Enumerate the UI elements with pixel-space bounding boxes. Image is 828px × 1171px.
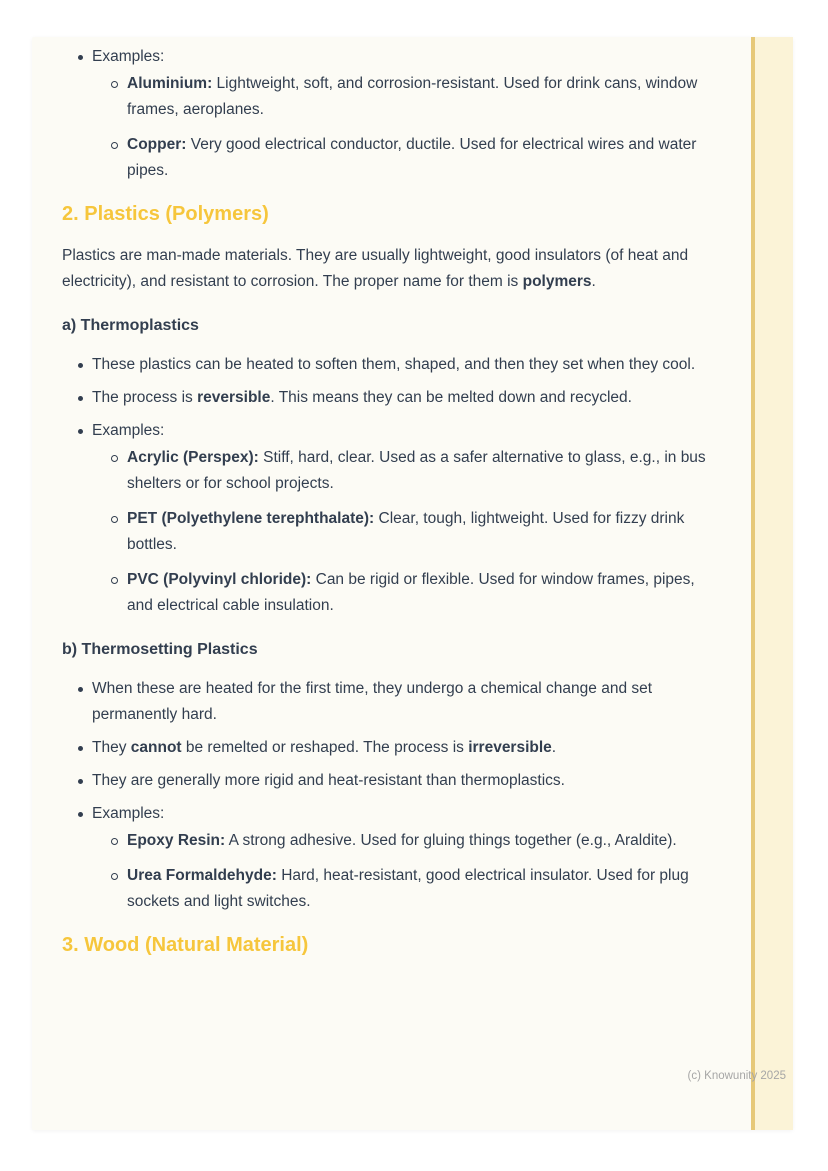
bullet-dot-icon (78, 746, 83, 751)
paragraph (62, 243, 718, 295)
bullet-list (62, 44, 718, 184)
bullet-list (62, 352, 718, 619)
list-item-text (92, 48, 164, 65)
section-heading: 2. Plastics (Polymers) (62, 203, 269, 225)
text-run: These plastics can be heated to soften them, shaped, and then they set when they cool. (92, 356, 696, 373)
bullet-dot-icon (78, 687, 83, 692)
text-run: . (551, 739, 557, 756)
bold-text: Acrylic (Perspex): (127, 449, 259, 466)
list-item-text (92, 805, 164, 822)
list-item-text (127, 75, 697, 118)
text-run: Hard, heat-resistant, good electrical insulator. Used for plug sockets and light switches. (127, 867, 689, 910)
bold-text: Aluminium: (127, 75, 213, 92)
copyright-watermark: (c) Knowunity 2025 (687, 1070, 786, 1082)
bullet-list (62, 676, 718, 915)
bold-text: reversible (197, 389, 271, 406)
bullet-dot-icon (78, 812, 83, 817)
list-item (62, 863, 718, 915)
list-item-text (127, 571, 695, 614)
list-item-text (92, 389, 632, 406)
bullet-circle-icon (111, 455, 118, 462)
bullet-circle-icon (111, 81, 118, 88)
bullet-circle-icon (111, 577, 118, 584)
text-run: . (591, 273, 596, 290)
list-item (62, 385, 718, 411)
text-run: Clear, tough, lightweight. Used for fizzy drink bottles. (127, 510, 685, 553)
list-item-text (92, 680, 652, 723)
bullet-dot-icon (78, 779, 83, 784)
list-item (62, 828, 718, 854)
text-run: Examples: (92, 48, 165, 65)
text-run: Very good electrical conductor, ductile. Used for electrical wires and water pipes. (127, 136, 697, 179)
text-run: Examples: (92, 805, 165, 822)
list-item (62, 352, 718, 378)
list-item-text (127, 832, 677, 849)
bullet-circle-icon (111, 516, 118, 523)
bullet-dot-icon (78, 396, 83, 401)
list-item (62, 132, 718, 184)
bold-text: Urea Formaldehyde: (127, 867, 277, 884)
list-item (62, 801, 718, 827)
list-item-text (92, 772, 565, 789)
subsection-heading: b) Thermosetting Plastics (62, 641, 258, 658)
document-page (32, 37, 793, 1130)
list-item (62, 71, 718, 123)
text-run: be remelted or reshaped. The process is (181, 739, 469, 756)
text-run: . This means they can be melted down and recycled. (270, 389, 632, 406)
bullet-dot-icon (78, 55, 83, 60)
list-item (62, 735, 718, 761)
text-run: Lightweight, soft, and corrosion-resistant. Used for drink cans, window frames, aeroplanes. (127, 75, 698, 118)
page-edge-stripe (751, 37, 793, 1130)
text-run: When these are heated for the first time, they undergo a chemical change and set permanently hard. (92, 680, 653, 723)
list-item (62, 676, 718, 728)
list-item (62, 44, 718, 70)
bold-text: Copper: (127, 136, 187, 153)
bold-text: Epoxy Resin: (127, 832, 226, 849)
list-item (62, 418, 718, 444)
bold-text: PET (Polyethylene terephthalate): (127, 510, 375, 527)
list-item-text (92, 739, 556, 756)
list-item (62, 506, 718, 558)
text-run: Stiff, hard, clear. Used as a safer alternative to glass, e.g., in bus shelters or for school projects. (127, 449, 706, 492)
list-item-text (127, 136, 696, 179)
text-run: Examples: (92, 422, 165, 439)
list-item-text (92, 356, 695, 373)
section-heading: 3. Wood (Natural Material) (62, 934, 309, 956)
bold-text: polymers (522, 273, 592, 290)
bullet-circle-icon (111, 142, 118, 149)
list-item (62, 567, 718, 619)
bullet-circle-icon (111, 873, 118, 880)
bullet-circle-icon (111, 838, 118, 845)
subsection-heading: a) Thermoplastics (62, 317, 199, 334)
text-run: A strong adhesive. Used for gluing things together (e.g., Araldite). (225, 832, 677, 849)
list-item (62, 445, 718, 497)
text-run: They (92, 739, 131, 756)
list-item-text (127, 449, 706, 492)
bold-text: irreversible (468, 739, 552, 756)
text-run: The process is (92, 389, 198, 406)
list-item-text (127, 867, 689, 910)
document-content (62, 44, 718, 974)
bold-text: cannot (130, 739, 182, 756)
list-item-text (92, 422, 164, 439)
bullet-dot-icon (78, 363, 83, 368)
list-item (62, 768, 718, 794)
text-run: They are generally more rigid and heat-resistant than thermoplastics. (92, 772, 565, 789)
bold-text: PVC (Polyvinyl chloride): (127, 571, 312, 588)
text-run: Can be rigid or flexible. Used for window frames, pipes, and electrical cable insulation. (127, 571, 695, 614)
list-item-text (127, 510, 684, 553)
text-run: Plastics are man-made materials. They are usually lightweight, good insulators (of heat and electricity), and resistant to corrosion. The proper name for them is (62, 247, 689, 290)
bullet-dot-icon (78, 429, 83, 434)
